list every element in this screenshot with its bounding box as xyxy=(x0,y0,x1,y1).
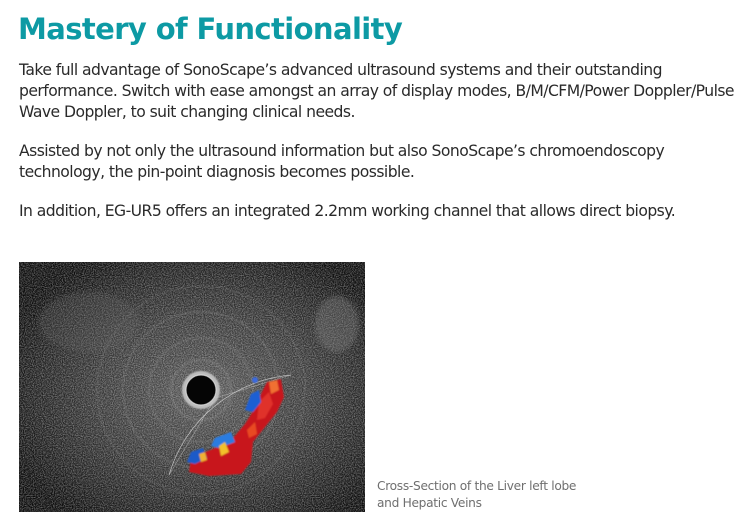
chromoendoscopy-paragraph: Assisted by not only the ultrasound information but also SonoScape’s chromoendoscopy technology, the pin-point diagnosis becomes possible. xyxy=(19,142,665,181)
caption-line-1: Cross-Section of the Liver left lobe xyxy=(377,479,577,493)
working-channel-paragraph: In addition, EG-UR5 offers an integrated 2.2mm working channel that allows direct biopsy. xyxy=(19,202,676,220)
intro-paragraph: Take full advantage of SonoScape’s advanced ultrasound systems and their outstanding performance. Switch with ease amongst an array of display modes, B/M/CFM/Power Doppler/Pulse Wave Doppler, to suit changing clinical needs. xyxy=(19,61,734,121)
ultrasound-image xyxy=(19,262,365,512)
ultrasound-scan-graphic xyxy=(19,262,365,512)
figure-caption xyxy=(377,478,617,512)
caption-line-2: and Hepatic Veins xyxy=(377,496,482,510)
page-title: Mastery of Functionality xyxy=(18,12,403,46)
